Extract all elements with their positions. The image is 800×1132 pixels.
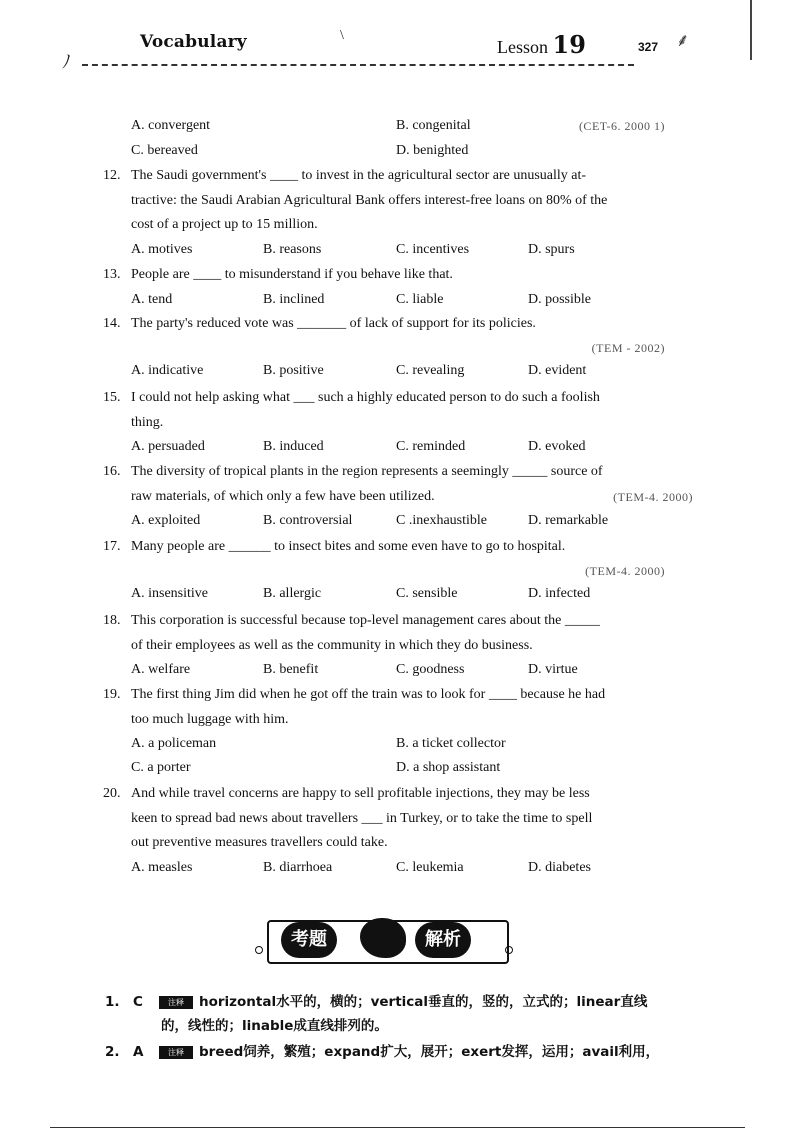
analysis-banner [255,918,515,962]
source-citation: (TEM-4. 2000) [585,563,665,578]
question-line: The diversity of tropical plants in the region represents a seemingly _____ source of [131,464,603,479]
page-header [0,28,800,88]
option-c: C. sensible [396,585,458,601]
lesson-label: Lesson [497,37,548,57]
header-dashed-rule [82,64,634,66]
banner-dot [255,946,263,954]
question-line: This corporation is successful because top-level management cares about the _____ [131,613,600,628]
question-20 [103,782,673,880]
ink-mark-icon: ⸙ [676,30,690,50]
ink-mark-icon: \ [340,28,344,43]
option-b: B. induced [263,439,324,455]
option-b: B. positive [263,362,324,378]
footer-rule [50,1127,745,1128]
question-line: The party's reduced vote was _______ of lack of support for its policies. [131,316,536,331]
option-a: A. welfare [131,662,191,678]
answer-key: C [133,994,143,1010]
question-line: I could not help asking what ___ such a highly educated person to do such a foolish [131,390,600,405]
question-19 [103,683,673,780]
question-line: keen to spread bad news about travellers ___ in Turkey, or to take the time to spell [131,810,593,826]
option-b: B. allergic [263,585,322,601]
question-text [131,164,673,238]
option-b: B. controversial [263,513,353,529]
question-13 [103,263,673,312]
option-d: D. possible [528,291,591,307]
question-number: 15. [103,390,121,405]
option-d: D. benighted [396,143,469,158]
option-c: C. incentives [396,241,470,257]
option-b: B. benefit [263,662,319,678]
option-c: C. revealing [396,362,465,378]
answer-line: breed饲养，繁殖；expand扩大，展开；exert发挥，运用；avail利用， [199,1044,660,1060]
question-14 [103,312,673,383]
question-number: 20. [103,786,121,801]
source-citation: (CET-6. 2000 1) [578,119,665,133]
option-c: C. bereaved [131,143,198,158]
option-c: C. a porter [131,760,191,776]
option-a: A. a policeman [131,736,217,752]
answer-key: A [133,1044,144,1060]
option-d: D. evoked [528,439,586,455]
option-a: A. motives [131,241,193,257]
option-a: A. tend [131,291,173,307]
option-d: D. a shop assistant [396,760,501,776]
answer-number: 2. [105,1044,120,1060]
banner-left-label: 考题 [281,922,337,958]
scan-edge-mark [750,0,752,60]
option-a: A. persuaded [131,439,205,455]
annotation-tag: 注释 [159,1046,193,1059]
question-line: raw materials, of which only a few have been utilized. [131,488,435,504]
answer-number: 1. [105,994,120,1010]
question-line: of their employees as well as the community in which they do business. [131,637,533,653]
option-a: A. exploited [131,513,201,529]
option-a: A. convergent [131,118,211,133]
option-d: D. virtue [528,662,578,678]
question-line: The Saudi government's ____ to invest in the agricultural sector are unusually at- [131,168,587,183]
question-line: And while travel concerns are happy to sell profitable injections, they may be less [131,786,590,801]
question-line: The first thing Jim did when he got off the train was to look for ____ because he had [131,687,606,702]
option-c: C. goodness [396,662,465,678]
question-line: too much luggage with him. [131,711,289,727]
banner-right-label: 解析 [415,922,471,958]
question-15 [103,386,673,459]
option-d: D. spurs [528,241,575,257]
question-17 [103,535,673,606]
option-c: C. leukemia [396,859,464,875]
question-16 [103,460,693,533]
option-d: D. diabetes [528,859,591,875]
option-d: D. evident [528,362,587,378]
lesson-number: 19 [552,30,586,59]
option-b: B. congenital [396,118,471,133]
answer-line: horizontal水平的，横的；vertical垂直的，竖的，立式的；linear直线 [199,994,648,1010]
option-c: C .inexhaustible [396,513,487,529]
option-a: A. indicative [131,362,204,378]
question-line: cost of a project up to 15 million. [131,217,318,233]
question-line: Many people are ______ to insect bites and some even have to go to hospital. [131,539,566,554]
option-d: D. remarkable [528,513,609,529]
option-b: B. reasons [263,241,322,257]
question-number: 14. [103,316,121,331]
lesson-heading [497,30,586,59]
question-12 [103,164,673,262]
ink-mark-icon: ﾉ [62,52,71,72]
option-b: B. a ticket collector [396,736,506,752]
question-18 [103,609,673,682]
source-citation: (TEM-4. 2000) [613,489,693,504]
option-b: B. diarrhoea [263,859,333,875]
answer-line: 的，线性的；linable成直线排列的。 [161,1018,388,1034]
option-d: D. infected [528,585,591,601]
answer-1 [105,990,675,1038]
annotation-tag: 注释 [159,996,193,1009]
option-a: A. insensitive [131,585,208,601]
question-line: People are ____ to misunderstand if you behave like that. [131,267,453,282]
question-line: tractive: the Saudi Arabian Agricultural Bank offers interest-free loans on 80% of the [131,192,608,208]
question-11-options [103,114,673,163]
question-number: 18. [103,613,121,628]
banner-dot [505,946,513,954]
answer-2 [105,1040,675,1064]
question-line: out preventive measures travellers could take. [131,835,388,851]
section-title: Vocabulary [140,32,247,52]
option-a: A. measles [131,859,193,875]
question-number: 16. [103,464,121,479]
option-c: C. liable [396,291,444,307]
ink-splash-icon [360,918,406,958]
question-number: 17. [103,539,121,554]
source-citation: (TEM - 2002) [591,340,665,355]
question-line: thing. [131,414,164,430]
page-number: 327 [638,40,659,54]
question-number: 13. [103,267,121,282]
question-number: 12. [103,168,121,183]
option-b: B. inclined [263,291,325,307]
option-c: C. reminded [396,439,466,455]
question-number: 19. [103,687,121,702]
